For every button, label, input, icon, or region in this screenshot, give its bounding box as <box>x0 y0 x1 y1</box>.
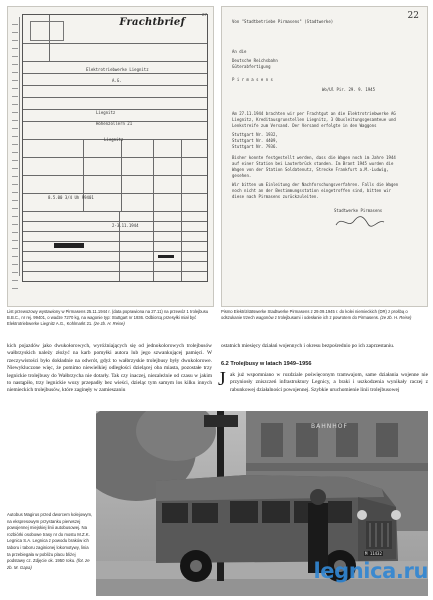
letter-line: Bisher konnte festgestellt werden, dass die Wagen noch im Jahre 1944 <box>232 155 396 160</box>
typed-line: Elektrotriebwerke Liegnitz <box>86 67 149 72</box>
caption-left-credit: (ze zb. H. Reise) <box>93 321 125 327</box>
letter-line: noch nicht an der Bestimmungsstation eingetroffen sind, bitten wir <box>232 188 391 193</box>
letter-line: Lenkstreife zum Versand. Der Versand erfolgte in den Waggons <box>232 123 377 128</box>
form-stamp-box <box>30 21 64 41</box>
frachtbrief-document <box>7 6 214 307</box>
section-heading: 6.2 Trolejbusy w latach 1949–1956 <box>221 361 312 367</box>
caption-right <box>221 309 428 321</box>
left-doc-page-label: 27 <box>201 12 207 17</box>
body-text-right: ostatnich miesięcy działań wojennych i okresu bezpośrednio po ich zaprzestaniu. <box>221 343 395 349</box>
typed-line: 8.5.00 3/4 Uh 99401 <box>48 195 94 200</box>
typed-line: Liegnitz <box>96 110 116 115</box>
letter-line: gesehen. <box>232 173 252 178</box>
letter-signature: Stadtwerke Pirmasens <box>334 208 383 213</box>
letter-date: Wo/Ul Pir. 29. 9. 1945 <box>322 87 375 92</box>
bus-license-plate: M 11432 <box>365 551 382 556</box>
letter-line: Liegnitz, Kreditausgrunstellen Liegnitz, 3 Obusleitungsgesamteue und <box>232 117 396 122</box>
recipient-line: Güterabfertigung <box>232 64 271 69</box>
letter-line: Wagen von der Station Soldatenutz, Strecke Frankfurt a.M.-Ludwig, <box>232 167 389 172</box>
caption-bottom-credit: (fot. ze zb. M. Gapa) <box>7 558 90 570</box>
recipient-line: P i r m a s e n s <box>232 77 273 82</box>
caption-left <box>7 309 214 328</box>
document-margin-strip <box>11 17 20 276</box>
caption-right-text: Pismo Elektrizitätswerke Stadtwerke Pirmasens z 29.09.1945 r. do kolei niemieckich (DR) z prośbą o odszukanie trzech wagonów z trolejbusami i odesłanie ich z powrotem do Pirmasens. <box>221 309 408 321</box>
caption-bottom <box>7 512 93 571</box>
typed-line: A.G. <box>112 78 122 83</box>
drop-cap: J <box>218 368 226 390</box>
letter-line: Wir bitten um Einleitung der Nachforschungsverfahren. Falls die Wagen <box>232 182 399 187</box>
letter-document <box>221 6 428 307</box>
caption-right-credit: (ze zb. H. Reise) <box>380 315 412 321</box>
recipient-line: Deutsche Reichsbahn <box>232 58 278 63</box>
station-sign: BAHNHOF <box>311 423 348 430</box>
legnica-ru-watermark: legnica.ru <box>313 559 428 583</box>
recipient-line: An die <box>232 49 247 54</box>
right-doc-page-label: 22 <box>407 11 419 21</box>
letter-header: Von "Stadtbetriebe Pirmasens" (Stadtwerke) <box>232 19 334 24</box>
letter-line: Stuttgart Nr. 7936. <box>232 144 278 149</box>
body-text-left: kich pojazdów jako dwukołorowych, wyróżniających się od jednokolorowych trolejbusów wałbrzyskich należy złożyć na karb pomyłki autora lub jego szwankującej pamięci. W rzeczywistości było dokładnie na odwrót, gdyż to wałbrzyskie trolejbusy były dwukolorowe. Niewykluczone więc, że pomimo niewielkiej odległości dzielącej oba miasta, pozostałe trzy legnickie trolejbusy do Wałbrzycha nie dotarły. Tak czy inaczej, niezależnie od czasu w jakim to nastąpiło, trzy legnickie wozy przepadły bez wieści, dzieląc tym samym los kilku innych niemieckich trolejbusów, które zaginęły w zamieszaniu <box>7 343 212 394</box>
stamp-date: 2-3.11.1944 <box>112 223 139 228</box>
letter-line: Am 27.11.1944 brachten wir per Frachtgut an die Elektrotriebwerke AG <box>232 111 396 116</box>
form-redaction-block <box>158 255 174 258</box>
caption-bottom-text: Autobus Magirus przed dworcem kolejowym, na ekspresowym przystanku pierwszej powojennej miejskiej linii autobusowej. Na rozbiórki osobowe trasy nr do mostu M.Z.K. Legnica S.A. Legnica z powodu braków ich taboru i taboru zaginionej lokomotywy, linia ta przebiegała w pobliżu placu bliżej podstawy cz. Zdjęcie ok. 1950 roku. <box>7 512 93 564</box>
letter-line: Stuttgart Nr. 4409, <box>232 138 278 143</box>
handwritten-signature <box>334 213 386 231</box>
caption-left-text: List przewozowy wystawiony w Pirmasens 25.11.1944 r. (data poprawiona na 27.11) na przewóz 1 trolejbusu B.B.C., nr rej. 99401, o wadze 7270 kg, na wagonie typ: Stuttgart nr 1936. Odbiorcą przesyłki miał być Elektrotriebwerke Liegnitz A.G., Kohlmarkt 21. <box>7 309 209 327</box>
form-redaction-block <box>54 243 84 248</box>
typed-line: Liegnitz <box>104 137 124 142</box>
letter-line: Stuttgart Nr. 1932, <box>232 132 278 137</box>
section-intro-text: ak już wspomniano w rozdziale poświęconym tramwajom, same działania wojenne nie przyniosły zniszczeń infrastruktury Legnicy, a braki i uszkodzenia wynikały raczej z rabunkowej działalności powojennej. Szybkie uruchomienie linii trolejbusowej <box>230 372 428 393</box>
letter-line: diese nach Pirmasens zurückzuleiten. <box>232 194 319 199</box>
typed-line: Hohenzollern 21 <box>96 121 133 126</box>
frachtbrief-title: Frachtbrief <box>119 17 185 28</box>
letter-line: auf einer Station bei Lauterbrück standen. Im Brant 1945 wurden die <box>232 161 394 166</box>
form-frame <box>22 14 208 282</box>
